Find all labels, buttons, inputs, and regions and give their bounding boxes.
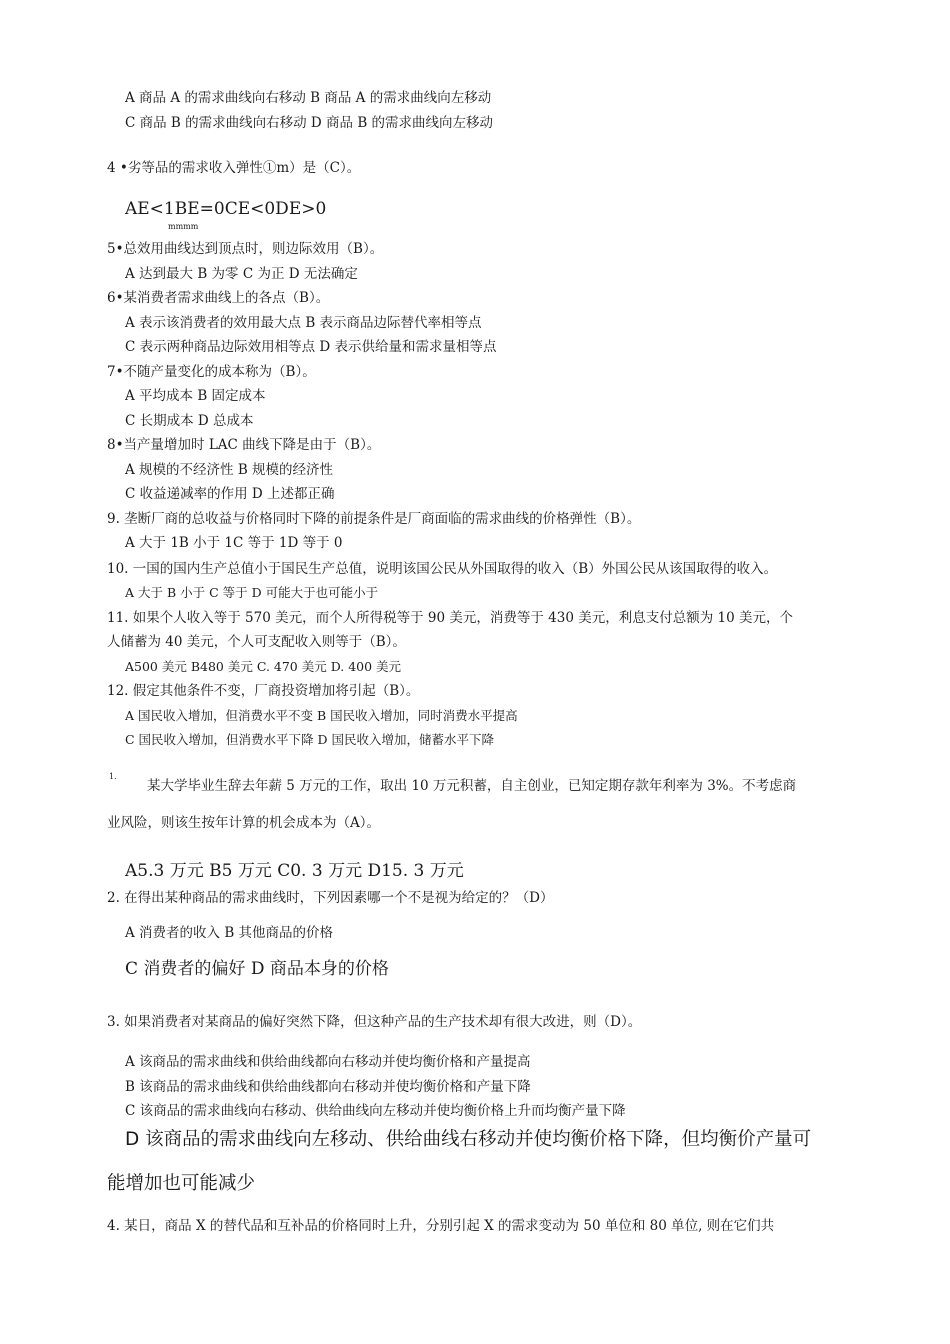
question-heading: 12. 假定其他条件不变，厂商投资增加将引起（B）。: [107, 683, 420, 699]
text-line: A 平均成本 B 固定成本: [125, 388, 266, 404]
question-heading: 4. 某日，商品 X 的替代品和互补品的价格同时上升，分别引起 X 的需求变动为 50 单位和 80 单位, 则在它们共: [107, 1218, 775, 1234]
text-line: C 商品 B 的需求曲线向右移动 D 商品 B 的需求曲线向左移动: [125, 115, 494, 131]
question-heading: 4 •劣等品的需求收入弹性①m）是（C）。: [107, 160, 361, 176]
text-line: A 达到最大 B 为零 C 为正 D 无法确定: [125, 266, 358, 282]
question-heading: 11. 如果个人收入等于 570 美元，而个人所得税等于 90 美元，消费等于 430 美元，利息支付总额为 10 美元，个: [107, 610, 793, 626]
text-line: 能增加也可能减少: [107, 1173, 256, 1194]
question-number: 1.: [109, 772, 117, 781]
question-heading: 7•不随产量变化的成本称为（B）。: [107, 364, 316, 380]
text-line: C 国民收入增加，但消费水平下降 D 国民收入增加，储蓄水平下降: [125, 732, 495, 747]
text-line: B 该商品的需求曲线和供给曲线都向右移动并使均衡价格和产量下降: [125, 1079, 531, 1095]
text-line: A5.3 万元 B5 万元 C0. 3 万元 D15. 3 万元: [125, 861, 464, 881]
question-heading: 2. 在得出某种商品的需求曲线时，下列因素哪一个不是视为给定的？（D）: [107, 890, 554, 906]
text-line: C 长期成本 D 总成本: [125, 413, 254, 429]
question-heading: 9. 垄断厂商的总收益与价格同时下降的前提条件是厂商面临的需求曲线的价格弹性（B）。: [107, 511, 641, 527]
text-line: A 该商品的需求曲线和供给曲线都向右移动并使均衡价格和产量提高: [125, 1054, 531, 1070]
text-line: A 消费者的收入 B 其他商品的价格: [125, 925, 334, 941]
question-heading: 3. 如果消费者对某商品的偏好突然下降，但这种产品的生产技术却有很大改进，则（D）。: [107, 1014, 642, 1030]
question-heading: 5•总效用曲线达到顶点时，则边际效用（B）。: [107, 241, 384, 257]
text-line: C 消费者的偏好 D 商品本身的价格: [125, 959, 389, 979]
question-heading: 10. 一国的国内生产总值小于国民生产总值，说明该国公民从外国取得的收入（B）外国公民从该国取得的收入。: [107, 561, 778, 577]
text-line: A 商品 A 的需求曲线向右移动 B 商品 A 的需求曲线向左移动: [125, 90, 492, 106]
text-line: D 该商品的需求曲线向左移动、供给曲线右移动并使均衡价格下降，但均衡价产量可: [125, 1129, 812, 1150]
text-line: A 大于 B 小于 C 等于 D 可能大于也可能小于: [125, 585, 379, 600]
text-line: AE<1BE=0CE<0DE>0: [125, 199, 327, 219]
question-heading: 某大学毕业生辞去年薪 5 万元的工作，取出 10 万元积蓄，自主创业，已知定期存款年利率为 3%。不考虑商: [147, 778, 797, 794]
text-line: C 表示两种商品边际效用相等点 D 表示供给量和需求量相等点: [125, 339, 497, 355]
text-line: C 该商品的需求曲线向右移动、供给曲线向左移动并使均衡价格上升而均衡产量下降: [125, 1103, 626, 1119]
text-line: A 规模的不经济性 B 规模的经济性: [125, 462, 334, 478]
text-line: 人储蓄为 40 美元，个人可支配收入则等于（B）。: [107, 634, 406, 650]
question-heading: 6•某消费者需求曲线上的各点（B）。: [107, 290, 330, 306]
text-line: A500 美元 B480 美元 C. 470 美元 D. 400 美元: [125, 659, 402, 674]
subscript-line: mmmm: [168, 222, 199, 231]
text-line: A 国民收入增加，但消费水平不变 B 国民收入增加，同时消费水平提高: [125, 708, 518, 723]
text-line: A 大于 1B 小于 1C 等于 1D 等于 0: [125, 535, 343, 551]
text-line: A 表示该消费者的效用最大点 B 表示商品边际替代率相等点: [125, 315, 482, 331]
text-line: 业风险，则该生按年计算的机会成本为（A）。: [107, 815, 380, 831]
text-line: C 收益递减率的作用 D 上述都正确: [125, 486, 335, 502]
question-heading: 8•当产量增加时 LAC 曲线下降是由于（B）。: [107, 437, 381, 453]
